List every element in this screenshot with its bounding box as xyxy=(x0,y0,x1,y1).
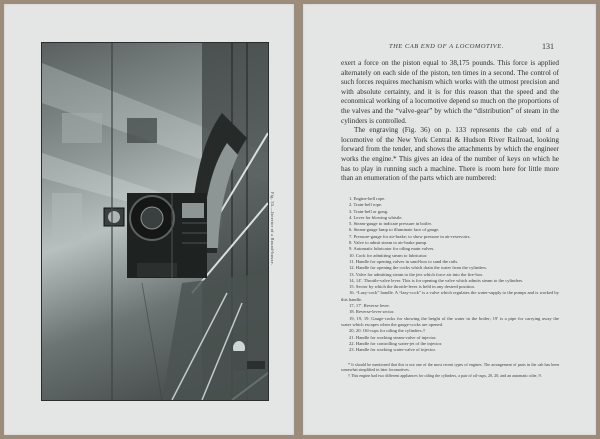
footnote: * It should be mentioned that this is not one of the most recent types of engines. The arrangement of parts in the cab has been somewhat simplified in later locomotives. xyxy=(341,362,559,373)
list-item: 17, 17′. Reverse lever. xyxy=(349,303,390,309)
footnotes xyxy=(341,362,559,378)
list-item: 21. Handle for working steam-valve of injector. xyxy=(349,334,437,340)
list-item: 16. “Lazy-cock” handle. A “lazy-cock” is a valve which regulates the water-supply to the pumps and is worked by this handle. xyxy=(341,290,559,302)
running-head xyxy=(303,43,596,53)
list-item: 5. Steam-gauge to indicate pressure in boiler. xyxy=(349,221,432,227)
list-item: 14, 14′. Throttle-valve lever. This is for opening the valve which admits steam to the cylinders. xyxy=(349,277,524,283)
list-item: 9. Automatic lubricator for oiling main valves. xyxy=(349,246,435,252)
locomotive-illustration xyxy=(42,43,268,400)
list-item: 2. Train-bell rope. xyxy=(349,202,383,208)
list-item: 23. Handle for working water-valve of injector. xyxy=(349,347,436,353)
roundhouse-engraving xyxy=(41,42,269,401)
footnote: † This engine had two different appliances for oiling the cylinders, a pair of oil-cups, 20, 20, and an automatic oiler, 9. xyxy=(348,372,542,378)
list-item: 8. Valve to admit steam to air-brake pump. xyxy=(349,240,428,246)
paragraph: exert a force on the piston equal to 38,175 pounds. This force is applied alternately on each side of the piston, ten times in a second. The control of such forces requires mechanism which works with the utmost precision and with absolute certainty, and it is for this reason that the speed and the economical working of a locomotive depend so much on the proportions of the valves and the “valve-gear” by which the “distribution” of steam in the cylinders is controlled. xyxy=(341,59,559,125)
list-item: 19, 19, 19. Gauge-cocks for showing the height of the water in the boiler; 19′ is a pipe for carrying away the water which escapes when the gauge-cocks are opened. xyxy=(341,315,559,327)
list-item: 4. Lever for blowing whistle. xyxy=(349,214,403,220)
list-item: 13. Valve for admitting steam to the jets which force air into the fire-box. xyxy=(349,271,484,277)
list-item: 6. Steam-gauge lamp to illuminate face of gauge. xyxy=(349,227,440,233)
list-item: 12. Handle for opening the cocks which drain the water from the cylinders. xyxy=(349,265,488,271)
paragraph: The engraving (Fig. 36) on p. 133 represents the cab end of a locomotive of the New York Central & Hudson River Railroad, looking forward from the tender, and shows the attachments by which the engineer works the engine.* This gives an idea of the number of keys on which he has to play in running such a machine. There is room here for little more than an enumeration of the parts which are numbered: xyxy=(341,126,559,183)
list-item: 11. Handle for opening valves in sand-box to sand the rails. xyxy=(349,258,459,264)
list-item: 7. Pressure-gauge for air-brake; to show pressure in air-reservoirs. xyxy=(349,233,471,239)
parts-list xyxy=(341,196,559,353)
list-item: 18. Reverse-lever sector. xyxy=(349,309,395,315)
list-item: 22. Handle for controlling water-jet of the injector. xyxy=(349,340,443,346)
page-number: 131 xyxy=(542,42,554,51)
list-item: 20, 20. Oil-cups for oiling the cylinders.† xyxy=(349,328,426,334)
figure-caption: Fig. 35.—Interior of a Round-house. xyxy=(270,192,275,266)
left-page xyxy=(4,4,294,435)
body-text xyxy=(341,59,559,184)
list-item: 3. Train-bell or gong. xyxy=(349,208,389,214)
list-item: 1. Engine-bell rope. xyxy=(349,196,386,201)
list-item: 10. Cock for admitting steam to lubricator. xyxy=(349,252,428,258)
list-item: 15. Sector by which the throttle-lever is held in any desired position. xyxy=(349,284,475,290)
chapter-title: THE CAB END OF A LOCOMOTIVE. xyxy=(389,43,504,50)
right-page xyxy=(303,4,596,435)
